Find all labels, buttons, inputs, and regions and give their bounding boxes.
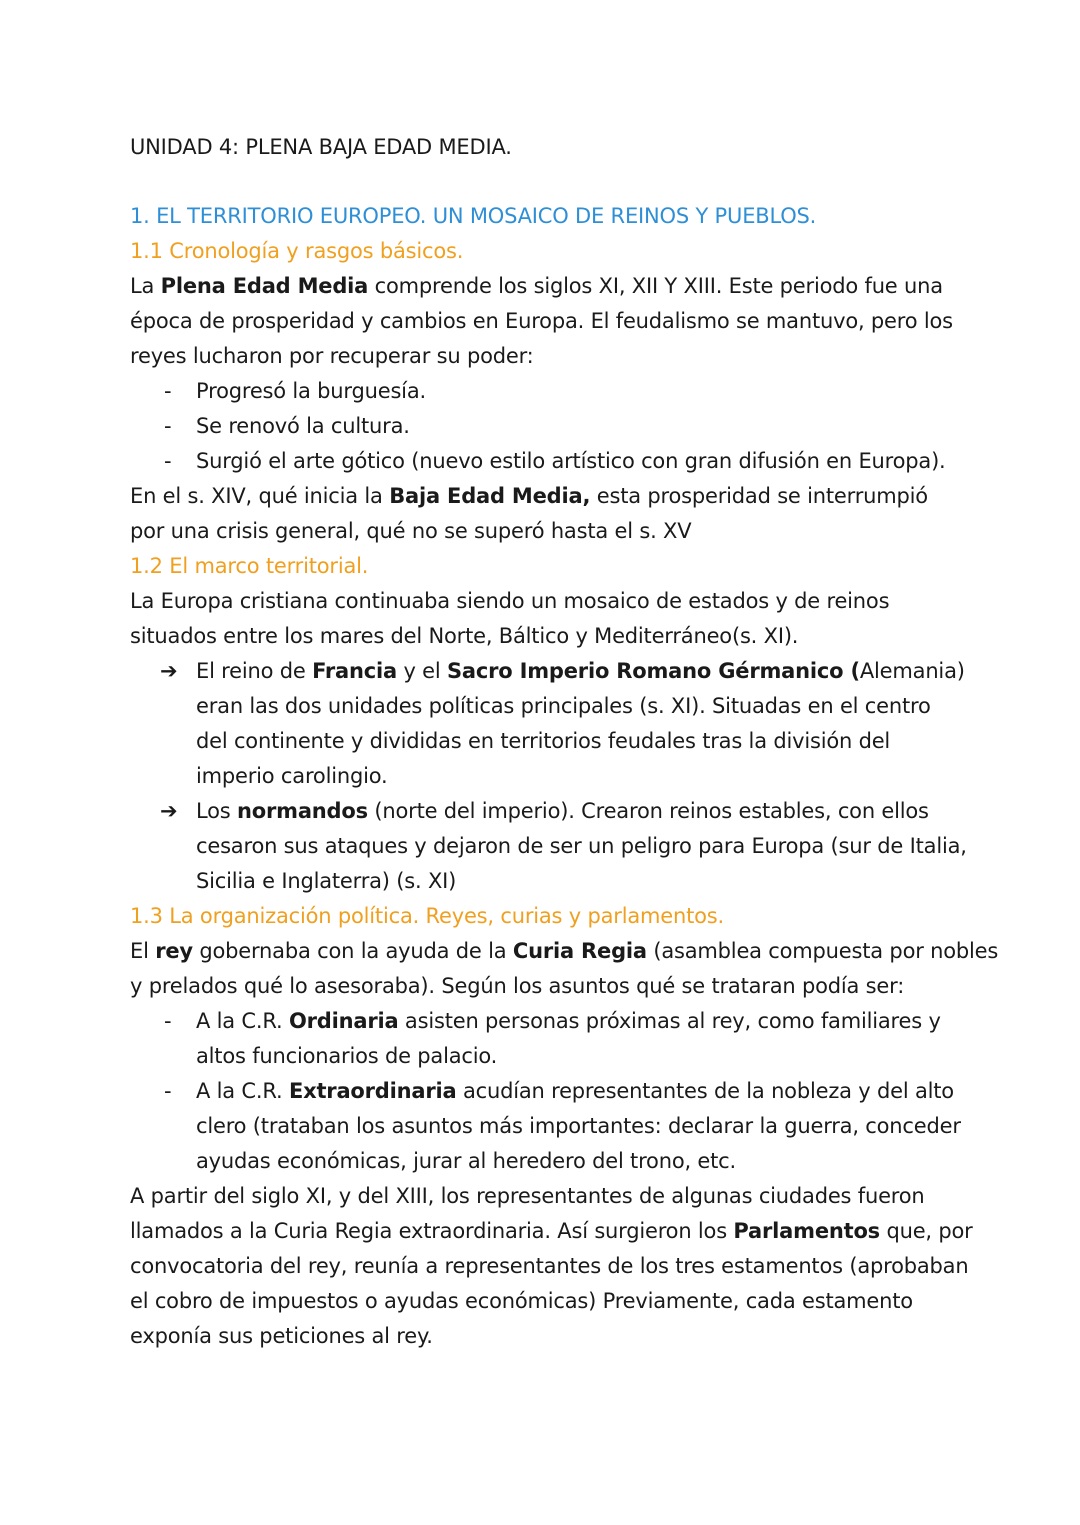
list-item: Se renovó la cultura. (196, 414, 410, 438)
arrow-bullet-icon: ➔ (160, 659, 178, 683)
list-item: Progresó la burguesía. (196, 379, 426, 403)
paragraph-line: por una crisis general, qué no se superó hasta el s. XV (130, 519, 692, 543)
paragraph-line: situados entre los mares del Norte, Báltico y Mediterráneo(s. XI). (130, 624, 799, 648)
list-item-continuation: imperio carolingio. (196, 764, 388, 788)
paragraph-line: La Europa cristiana continuaba siendo un mosaico de estados y de reinos (130, 589, 890, 613)
document-title: UNIDAD 4: PLENA BAJA EDAD MEDIA. (130, 135, 512, 159)
subsection-heading-1-1: 1.1 Cronología y rasgos básicos. (130, 239, 464, 263)
list-item-continuation: clero (trataban los asuntos más importantes: declarar la guerra, conceder (196, 1114, 961, 1138)
dash-bullet-icon: - (164, 1079, 172, 1103)
paragraph-line: época de prosperidad y cambios en Europa. El feudalismo se mantuvo, pero los (130, 309, 953, 333)
list-item-continuation: cesaron sus ataques y dejaron de ser un peligro para Europa (sur de Italia, (196, 834, 967, 858)
paragraph-line: La Plena Edad Media comprende los siglos XI, XII Y XIII. Este periodo fue una (130, 274, 943, 298)
dash-bullet-icon: - (164, 379, 172, 403)
paragraph-line: exponía sus peticiones al rey. (130, 1324, 433, 1348)
list-item: A la C.R. Extraordinaria acudían representantes de la nobleza y del alto (196, 1079, 954, 1103)
paragraph-line: y prelados qué lo asesoraba). Según los asuntos qué se trataran podía ser: (130, 974, 905, 998)
section-heading-1: 1. EL TERRITORIO EUROPEO. UN MOSAICO DE REINOS Y PUEBLOS. (130, 204, 817, 228)
subsection-heading-1-2: 1.2 El marco territorial. (130, 554, 369, 578)
paragraph-line: En el s. XIV, qué inicia la Baja Edad Media, esta prosperidad se interrumpió (130, 484, 928, 508)
list-item-continuation: eran las dos unidades políticas principales (s. XI). Situadas en el centro (196, 694, 931, 718)
list-item-continuation: altos funcionarios de palacio. (196, 1044, 498, 1068)
paragraph-line: A partir del siglo XI, y del XIII, los representantes de algunas ciudades fueron (130, 1184, 925, 1208)
list-item-continuation: ayudas económicas, jurar al heredero del trono, etc. (196, 1149, 736, 1173)
paragraph-line: El rey gobernaba con la ayuda de la Curia Regia (asamblea compuesta por nobles (130, 939, 999, 963)
paragraph-line: reyes lucharon por recuperar su poder: (130, 344, 534, 368)
paragraph-line: el cobro de impuestos o ayudas económicas) Previamente, cada estamento (130, 1289, 913, 1313)
paragraph-line: llamados a la Curia Regia extraordinaria. Así surgieron los Parlamentos que, por (130, 1219, 973, 1243)
list-item-continuation: Sicilia e Inglaterra) (s. XI) (196, 869, 457, 893)
list-item: A la C.R. Ordinaria asisten personas próximas al rey, como familiares y (196, 1009, 941, 1033)
subsection-heading-1-3: 1.3 La organización política. Reyes, curias y parlamentos. (130, 904, 724, 928)
list-item: Los normandos (norte del imperio). Crearon reinos estables, con ellos (196, 799, 929, 823)
list-item: Surgió el arte gótico (nuevo estilo artístico con gran difusión en Europa). (196, 449, 946, 473)
dash-bullet-icon: - (164, 414, 172, 438)
dash-bullet-icon: - (164, 449, 172, 473)
arrow-bullet-icon: ➔ (160, 799, 178, 823)
list-item-continuation: del continente y divididas en territorios feudales tras la división del (196, 729, 891, 753)
paragraph-line: convocatoria del rey, reunía a representantes de los tres estamentos (aprobaban (130, 1254, 969, 1278)
dash-bullet-icon: - (164, 1009, 172, 1033)
list-item: El reino de Francia y el Sacro Imperio Romano Gérmanico (Alemania) (196, 659, 965, 683)
